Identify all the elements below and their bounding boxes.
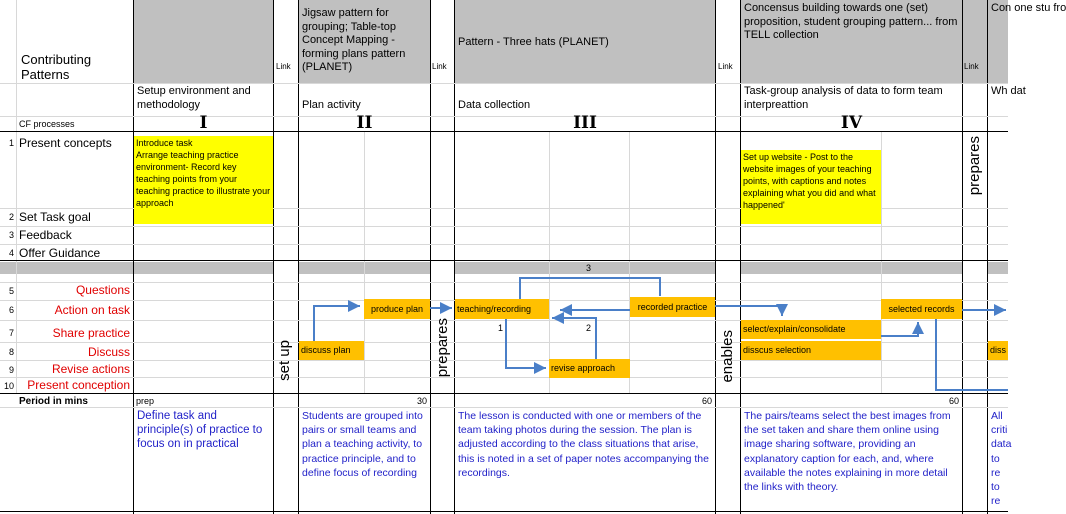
select-explain-cell: select/explain/consolidate [741, 320, 881, 339]
period-value: 30 [416, 396, 427, 406]
column-activity: Setup environment and methodology [137, 85, 251, 111]
link-enables: enables [719, 330, 736, 383]
process-label: Present concepts [19, 136, 112, 150]
discuss-plan-cell: discuss plan [299, 341, 364, 360]
row-num: 10 [3, 381, 14, 391]
contributing-patterns-label: Contributing Patterns [21, 52, 92, 82]
period-label: Period in mins [19, 396, 88, 407]
column-description: Students are grouped into pairs or small teams and plan a teaching activity, to practice principle, and to define focus of recording [302, 410, 423, 479]
flow-number: 1 [498, 323, 504, 333]
produce-plan-cell: produce plan [364, 299, 430, 319]
setup-website-cell: Set up website - Post to the website images of your teaching points, with captions and notes explaining what you did and what happened' [741, 150, 881, 224]
column-activity: Task-group analysis of data to form team interpreattion [744, 85, 943, 111]
row-num: 2 [8, 212, 14, 222]
link-label: Link [718, 62, 733, 71]
row-num: 6 [8, 305, 14, 315]
row-num: 1 [8, 138, 14, 148]
selected-records-cell: selected records [881, 299, 962, 319]
column-description: The pairs/teams select the best images from the set taken and share them online using image sharing software, providing an explanatory caption for each, and, where available the notes explaining in more detail the links with theory. [744, 410, 951, 494]
link-prepares: prepares [434, 318, 451, 378]
process-label: Offer Guidance [19, 246, 101, 260]
column-roman: II [356, 113, 373, 133]
column-roman: I [199, 113, 208, 133]
column-description: Define task and principle(s) of practice to focus on in practical [137, 410, 263, 451]
period-value: prep [136, 396, 155, 406]
link-set-up: set up [276, 340, 293, 381]
action-label: Action on task [54, 303, 130, 317]
column-description: The lesson is conducted with one or members of the team taking photos during the session. The plan is adjusted according to the class situations that arise, this is noted in a set of paper notes accompanying the recordings. [458, 410, 709, 479]
link-label: Link [276, 62, 291, 71]
revise-approach-cell: revise approach [549, 359, 630, 378]
row-num: 3 [8, 230, 14, 240]
column-pattern: Jigsaw pattern for grouping; Table-top Concept Mapping - forming plans pattern (PLANET) [302, 7, 406, 73]
recorded-practice-cell: recorded practice [630, 297, 715, 317]
disscus-selection-cell: disscus selection [741, 341, 881, 360]
cf-processes-label: CF processes [19, 119, 75, 129]
row-num: 5 [8, 286, 14, 296]
flow-number: 3 [586, 263, 592, 273]
column-activity: Wh dat [991, 85, 1026, 97]
column-pattern: Concensus building towards one (set) proposition, student grouping pattern... from TELL collection [744, 2, 958, 41]
flow-number: 2 [586, 323, 592, 333]
row-num: 7 [8, 328, 14, 338]
action-label: Present conception [27, 378, 130, 392]
action-label: Revise actions [51, 362, 130, 376]
introduce-task-cell: Introduce task Arrange teaching practice environment- Record key teaching points from your teaching practice to illustrate your approach [134, 136, 273, 224]
link-label: Link [432, 62, 447, 71]
column-roman: III [573, 113, 597, 133]
row-num: 8 [8, 347, 14, 357]
column-activity: Data collection [458, 99, 531, 111]
column-pattern: Pattern - Three hats (PLANET) [458, 36, 609, 48]
row-num: 9 [8, 365, 14, 375]
action-label: Discuss [87, 345, 130, 359]
column-description: All criti data to re to re [991, 410, 1012, 508]
column-pattern: Con one stu fro [991, 2, 1066, 14]
diss-cell: diss [988, 341, 1008, 360]
action-label: Questions [75, 283, 130, 297]
column-roman: IV [840, 113, 863, 133]
period-value: 60 [701, 396, 712, 406]
process-label: Set Task goal [19, 210, 91, 224]
column-activity: Plan activity [302, 99, 361, 111]
action-label: Share practice [52, 326, 130, 340]
row-num: 4 [8, 248, 14, 258]
link-prepares: prepares [966, 136, 983, 196]
teaching-recording-cell: teaching/recording [455, 299, 549, 319]
flow-arrows [314, 278, 1008, 390]
process-label: Feedback [19, 228, 72, 242]
link-label: Link [964, 62, 979, 71]
period-value: 60 [948, 396, 959, 406]
